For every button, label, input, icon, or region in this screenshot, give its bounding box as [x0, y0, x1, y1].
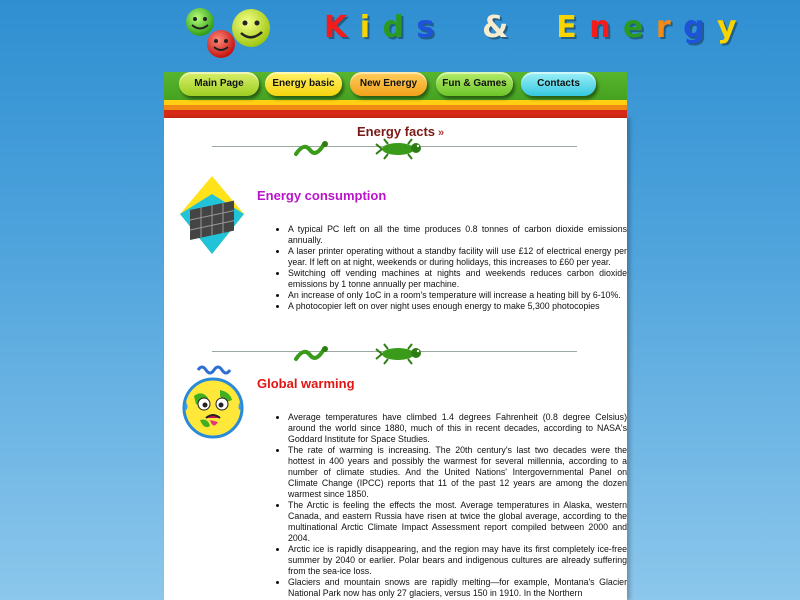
lizard-icon [374, 138, 422, 160]
title-letter: g [683, 10, 706, 45]
list-item: • A laser printer operating without a standby facility will use £12 of electrical energy per year. If left on at night, weekends or during holidays, this increases to £60 per year. [288, 246, 627, 268]
smiley-faces-logo [183, 6, 275, 62]
list-item: • A typical PC left on all the time produces 0.8 tonnes of carbon dioxide emissions annually. [288, 224, 627, 246]
title-letter: i [359, 10, 371, 45]
nav-energy-basic[interactable]: Energy basic [265, 72, 342, 96]
list-item: • Average temperatures have climbed 1.4 degrees Fahrenheit (0.8 degree Celsius) around the world since 1880, much of this in recent decades, according to NASA's Goddard Institute for Space Studies. [288, 412, 627, 445]
lizard-icon [374, 343, 422, 365]
energy-facts-list [270, 224, 627, 312]
title-letter: e [623, 10, 645, 45]
nav-new-energy[interactable]: New Energy [350, 72, 427, 96]
list-item: • An increase of only 1oC in a room's temperature will increase a heating bill by 6-10%. [288, 290, 627, 301]
title-letter: s [416, 10, 436, 45]
snake-icon [294, 343, 330, 363]
site-title [324, 10, 738, 45]
chevron-right-icon: » [438, 127, 445, 139]
snake-icon [294, 138, 330, 158]
page-title: Energy facts » [357, 124, 445, 139]
title-letter: K [324, 10, 349, 45]
solar-panel-icon [180, 176, 244, 254]
sweating-earth-icon [180, 362, 246, 442]
title-letter: n [589, 10, 612, 45]
title-letter: y [717, 10, 738, 45]
list-item: • A photocopier left on over night uses enough energy to make 5,300 photocopies [288, 301, 627, 312]
content-panel [164, 118, 627, 600]
title-letter: d [382, 10, 405, 45]
nav-contacts[interactable]: Contacts [521, 72, 596, 96]
title-letter: r [655, 10, 672, 45]
title-ampersand: & [482, 10, 510, 45]
list-item: • Switching off vending machines at nights and weekends reduces carbon dioxide emissions by 1 tonne annually per machine. [288, 268, 627, 290]
global-warming-list [270, 412, 627, 599]
list-item: • Glaciers and mountain snows are rapidly melting—for example, Montana's Glacier National Park now has only 27 glaciers, versus 150 in 1910. In the Northern [288, 577, 627, 599]
nav-stripes [164, 100, 627, 118]
list-item: • The Arctic is feeling the effects the most. Average temperatures in Alaska, western Canada, and eastern Russia have risen at twice the global average, according to the multinational Arctic Climate Impact Assessment report compiled between 2000 and 2004. [288, 500, 627, 544]
section-title: Energy consumption [257, 188, 387, 203]
title-letter: E [556, 10, 578, 45]
nav-main-page[interactable]: Main Page [179, 72, 259, 96]
list-item: • Arctic ice is rapidly disappearing, and the region may have its first completely ice-free summer by 2040 or earlier. Polar bears and indigenous cultures are already suffering from the sea-ice loss. [288, 544, 627, 577]
list-item: • The rate of warming is increasing. The 20th century's last two decades were the hottest in 400 years and possibly the warmest for several millennia, according to a number of climate studies. And the United Nations' Intergovernmental Panel on Climate Change (IPCC) reports that 11 of the past 12 years are among the dozen warmest since 1850. [288, 445, 627, 500]
nav-fun-games[interactable]: Fun & Games [436, 72, 513, 96]
section-title: Global warming [257, 376, 355, 391]
